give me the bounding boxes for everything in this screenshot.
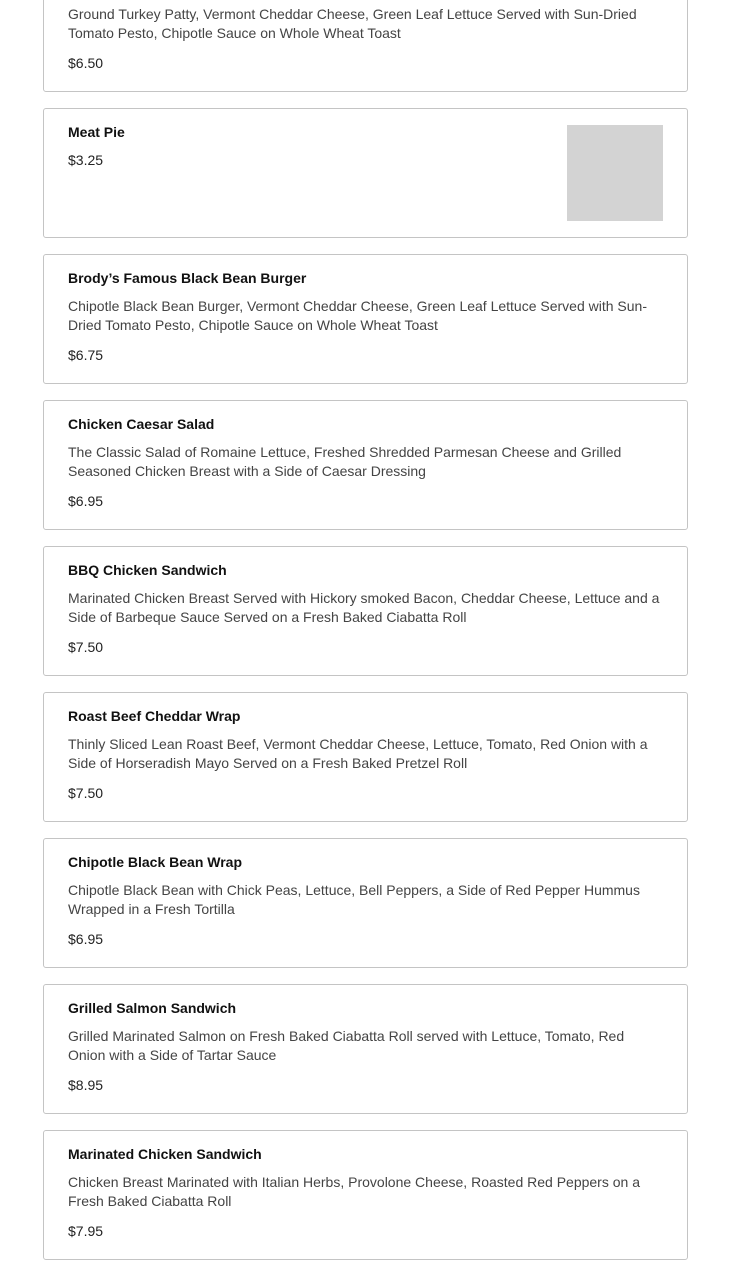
menu-item-description: Marinated Chicken Breast Served with Hickory smoked Bacon, Cheddar Cheese, Lettuce and a Side of Barbeque Sauce Served on a Fresh Baked Ciabatta Roll (68, 590, 660, 625)
menu-item-description: Grilled Marinated Salmon on Fresh Baked Ciabatta Roll served with Lettuce, Tomato, Red Onion with a Side of Tartar Sauce (68, 1028, 625, 1063)
menu-item-price: $6.50 (68, 55, 104, 71)
menu-item-description: The Classic Salad of Romaine Lettuce, Freshed Shredded Parmesan Cheese and Grilled Seasoned Chicken Breast with a Side of Caesar Dressing (68, 444, 622, 479)
menu-item-price: $7.50 (68, 785, 104, 801)
menu-item-list (43, 0, 688, 1276)
menu-item-card[interactable] (43, 108, 688, 238)
menu-item-card[interactable] (43, 838, 688, 968)
menu-item-price: $7.95 (68, 1223, 104, 1239)
menu-item-description: Chipotle Black Bean Burger, Vermont Cheddar Cheese, Green Leaf Lettuce Served with Sun-Dried Tomato Pesto, Chipotle Sauce on Whole Wheat Toast (68, 298, 648, 333)
menu-item-name: Chicken Caesar Salad (68, 416, 215, 432)
menu-item-name: Grilled Salmon Sandwich (68, 1000, 237, 1016)
menu-item-price: $8.95 (68, 1077, 104, 1093)
menu-item-card[interactable] (43, 254, 688, 384)
menu-item-description: Chicken Breast Marinated with Italian Herbs, Provolone Cheese, Roasted Red Peppers on a Fresh Baked Ciabatta Roll (68, 1174, 640, 1209)
menu-item-card[interactable] (43, 984, 688, 1114)
menu-item-card[interactable] (43, 1130, 688, 1260)
menu-item-card[interactable] (43, 400, 688, 530)
menu-item-price: $3.25 (68, 152, 104, 168)
menu-item-name: Brody’s Famous Black Bean Burger (68, 270, 307, 286)
menu-item-card[interactable] (43, 546, 688, 676)
menu-item-card[interactable] (43, 692, 688, 822)
menu-item-description: Ground Turkey Patty, Vermont Cheddar Cheese, Green Leaf Lettuce Served with Sun-Dried Tomato Pesto, Chipotle Sauce on Whole Wheat Toast (68, 6, 637, 41)
menu-item-card[interactable] (43, 0, 688, 92)
menu-item-description: Thinly Sliced Lean Roast Beef, Vermont Cheddar Cheese, Lettuce, Tomato, Red Onion with a Side of Horseradish Mayo Served on a Fresh Baked Pretzel Roll (68, 736, 648, 771)
menu-item-description: Chipotle Black Bean with Chick Peas, Lettuce, Bell Peppers, a Side of Red Pepper Hummus Wrapped in a Fresh Tortilla (68, 882, 640, 917)
menu-item-price: $6.95 (68, 493, 104, 509)
menu-item-name: Marinated Chicken Sandwich (68, 1146, 262, 1162)
menu-item-price: $7.50 (68, 639, 104, 655)
menu-item-price: $6.95 (68, 931, 104, 947)
menu-item-name: BBQ Chicken Sandwich (68, 562, 227, 578)
menu-item-image-placeholder (567, 125, 663, 221)
menu-item-name: Meat Pie (68, 124, 125, 140)
menu-item-name: Chipotle Black Bean Wrap (68, 854, 243, 870)
menu-item-name: Roast Beef Cheddar Wrap (68, 708, 241, 724)
menu-item-price: $6.75 (68, 347, 104, 363)
